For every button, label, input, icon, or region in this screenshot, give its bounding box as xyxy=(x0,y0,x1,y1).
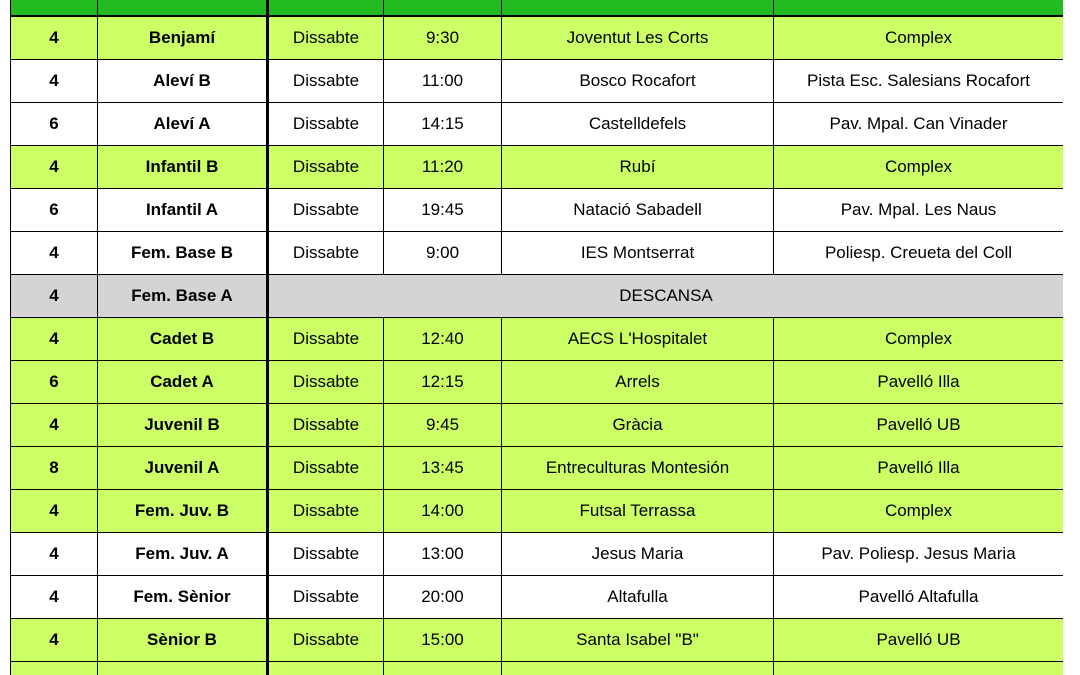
cell-number: 4 xyxy=(11,318,98,361)
table-row xyxy=(11,361,1064,404)
table-row xyxy=(11,232,1064,275)
cell-rival: Bosco Rocafort xyxy=(502,60,774,103)
cell-number: 6 xyxy=(11,189,98,232)
cell-venue: Pavelló UB xyxy=(774,619,1064,662)
cell-number: 4 xyxy=(11,576,98,619)
table-row xyxy=(11,60,1064,103)
cell-team: Fem. Base B xyxy=(98,232,268,275)
cell-rival: Joventut Les Corts xyxy=(502,16,774,60)
cell-team: Infantil A xyxy=(98,189,268,232)
cell-team: Juvenil B xyxy=(98,404,268,447)
cell-time: 11:00 xyxy=(384,60,502,103)
cell-rival: Jesus Maria xyxy=(502,533,774,576)
cell-rival: Natació Sabadell xyxy=(502,189,774,232)
cell-day: Dissabte xyxy=(268,576,384,619)
table-row xyxy=(11,16,1064,60)
cell-rest-status: DESCANSA xyxy=(268,275,1064,318)
header-cell xyxy=(502,0,774,16)
cell-number: 6 xyxy=(11,361,98,404)
table-row xyxy=(11,662,1064,675)
cell-venue: Pav. Poliesp. Jesus Maria xyxy=(774,533,1064,576)
table-row xyxy=(11,404,1064,447)
cell-time: 9:45 xyxy=(384,404,502,447)
cell-time: 14:00 xyxy=(384,490,502,533)
table-row xyxy=(11,275,1064,318)
cell-number: 6 xyxy=(11,103,98,146)
cell-number: 4 xyxy=(11,232,98,275)
cell-time: 13:00 xyxy=(384,533,502,576)
table-row xyxy=(11,619,1064,662)
cell-number: 4 xyxy=(11,275,98,318)
header-row xyxy=(11,0,1064,16)
cell-team: Benjamí xyxy=(98,16,268,60)
cell-team: Infantil B xyxy=(98,146,268,189)
empty-cell xyxy=(98,662,268,675)
cell-time: 9:00 xyxy=(384,232,502,275)
cell-day: Dissabte xyxy=(268,103,384,146)
cell-day: Dissabte xyxy=(268,232,384,275)
cell-day: Dissabte xyxy=(268,533,384,576)
header-cell xyxy=(384,0,502,16)
empty-cell xyxy=(11,662,98,675)
cell-day: Dissabte xyxy=(268,146,384,189)
header-cell xyxy=(268,0,384,16)
cell-time: 19:45 xyxy=(384,189,502,232)
table-row xyxy=(11,447,1064,490)
cell-team: Fem. Juv. A xyxy=(98,533,268,576)
cell-rival: Santa Isabel "B" xyxy=(502,619,774,662)
cell-time: 14:15 xyxy=(384,103,502,146)
cell-venue: Pav. Mpal. Can Vinader xyxy=(774,103,1064,146)
cell-team: Juvenil A xyxy=(98,447,268,490)
cell-venue: Pavelló Altafulla xyxy=(774,576,1064,619)
cell-rival: Arrels xyxy=(502,361,774,404)
cell-rival: Futsal Terrassa xyxy=(502,490,774,533)
table-row xyxy=(11,318,1064,361)
header-cell xyxy=(774,0,1064,16)
cell-venue: Complex xyxy=(774,146,1064,189)
header-cell xyxy=(98,0,268,16)
table-row xyxy=(11,189,1064,232)
cell-number: 4 xyxy=(11,404,98,447)
cell-team: Fem. Juv. B xyxy=(98,490,268,533)
cell-day: Dissabte xyxy=(268,447,384,490)
empty-cell xyxy=(502,662,774,675)
cell-day: Dissabte xyxy=(268,404,384,447)
cell-venue: Pavelló Illa xyxy=(774,361,1064,404)
cell-time: 15:00 xyxy=(384,619,502,662)
cell-time: 11:20 xyxy=(384,146,502,189)
cell-rival: Rubí xyxy=(502,146,774,189)
cell-team: Aleví B xyxy=(98,60,268,103)
cell-time: 20:00 xyxy=(384,576,502,619)
empty-cell xyxy=(774,662,1064,675)
cell-rival: IES Montserrat xyxy=(502,232,774,275)
cell-rival: Gràcia xyxy=(502,404,774,447)
cell-number: 4 xyxy=(11,533,98,576)
cell-team: Sènior B xyxy=(98,619,268,662)
cell-team: Fem. Base A xyxy=(98,275,268,318)
cell-venue: Complex xyxy=(774,16,1064,60)
cell-team: Aleví A xyxy=(98,103,268,146)
cell-rival: AECS L'Hospitalet xyxy=(502,318,774,361)
cell-venue: Pavelló UB xyxy=(774,404,1064,447)
cell-time: 9:30 xyxy=(384,16,502,60)
cell-number: 4 xyxy=(11,490,98,533)
table-row xyxy=(11,533,1064,576)
cell-venue: Complex xyxy=(774,490,1064,533)
empty-cell xyxy=(268,662,384,675)
schedule-sheet xyxy=(10,0,1063,675)
cell-venue: Pista Esc. Salesians Rocafort xyxy=(774,60,1064,103)
cell-rival: Altafulla xyxy=(502,576,774,619)
cell-venue: Pavelló Illa xyxy=(774,447,1064,490)
cell-number: 8 xyxy=(11,447,98,490)
cell-venue: Complex xyxy=(774,318,1064,361)
cell-venue: Pav. Mpal. Les Naus xyxy=(774,189,1064,232)
cell-time: 12:15 xyxy=(384,361,502,404)
cell-rival: Castelldefels xyxy=(502,103,774,146)
cell-day: Dissabte xyxy=(268,490,384,533)
cell-day: Dissabte xyxy=(268,189,384,232)
table-row xyxy=(11,490,1064,533)
cell-team: Cadet A xyxy=(98,361,268,404)
table-row xyxy=(11,103,1064,146)
cell-day: Dissabte xyxy=(268,318,384,361)
cell-team: Fem. Sènior xyxy=(98,576,268,619)
cell-day: Dissabte xyxy=(268,16,384,60)
table-row xyxy=(11,146,1064,189)
cell-time: 13:45 xyxy=(384,447,502,490)
cell-number: 4 xyxy=(11,146,98,189)
cell-day: Dissabte xyxy=(268,619,384,662)
header-cell xyxy=(11,0,98,16)
cell-time: 12:40 xyxy=(384,318,502,361)
cell-number: 4 xyxy=(11,16,98,60)
cell-venue: Poliesp. Creueta del Coll xyxy=(774,232,1064,275)
cell-number: 4 xyxy=(11,619,98,662)
cell-day: Dissabte xyxy=(268,60,384,103)
cell-team: Cadet B xyxy=(98,318,268,361)
table-row xyxy=(11,576,1064,619)
cell-number: 4 xyxy=(11,60,98,103)
cell-rival: Entreculturas Montesión xyxy=(502,447,774,490)
match-schedule-table xyxy=(10,0,1063,675)
cell-day: Dissabte xyxy=(268,361,384,404)
empty-cell xyxy=(384,662,502,675)
